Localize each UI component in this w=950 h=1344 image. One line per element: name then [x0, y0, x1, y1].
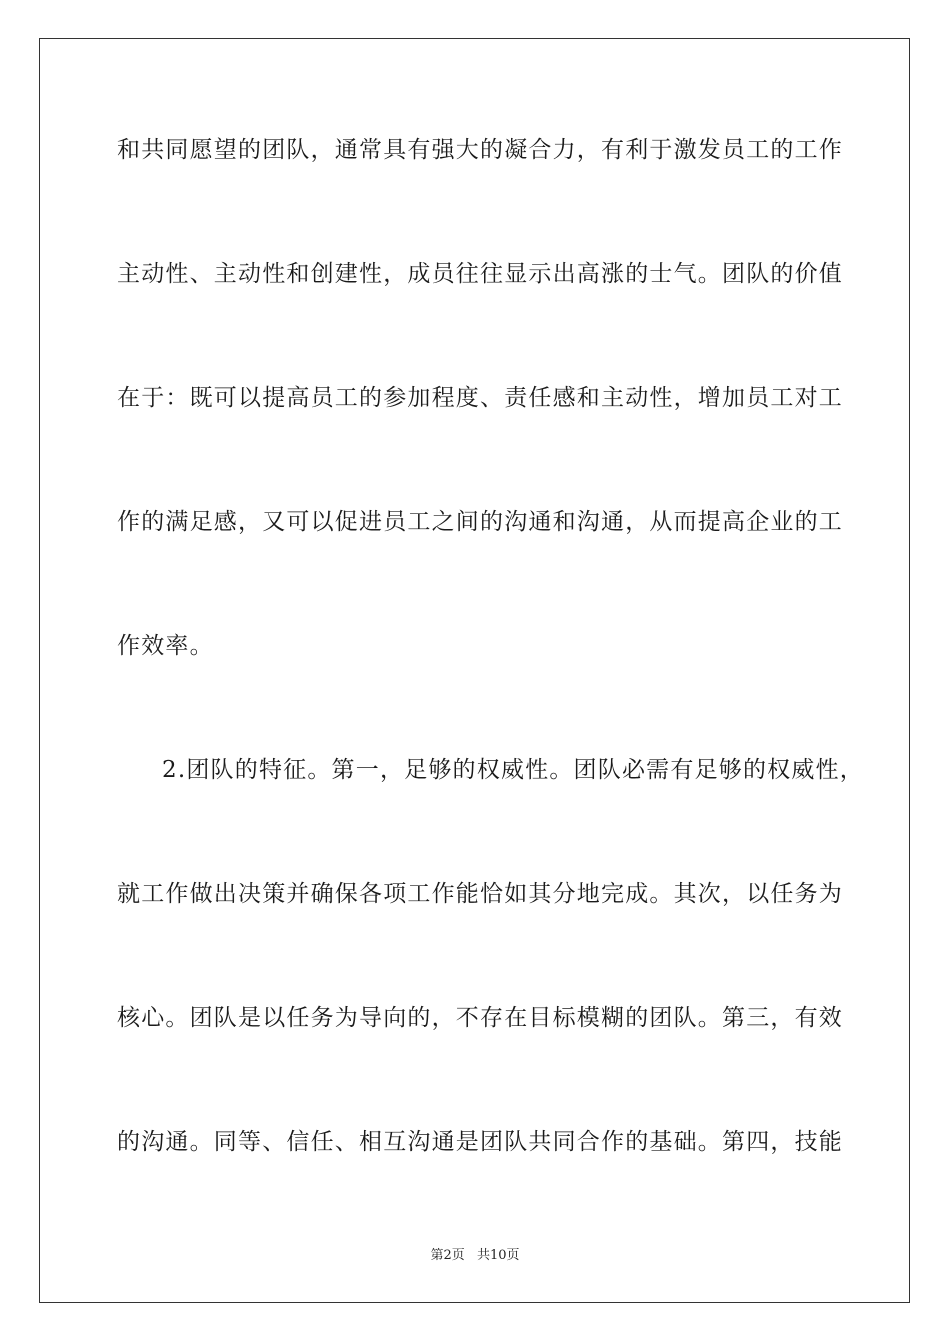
paragraph-line: 主动性、主动性和创建性，成员往往显示出高涨的士气。团队的价值	[117, 261, 843, 287]
paragraph-line: 作的满足感，又可以促进员工之间的沟通和沟通，从而提高企业的工	[117, 509, 843, 535]
paragraph-line: 2.团队的特征。第一，足够的权威性。团队必需有足够的权威性，	[162, 757, 864, 783]
paragraph-line: 在于：既可以提高员工的参加程度、责任感和主动性，增加员工对工	[117, 385, 843, 411]
paragraph-line: 作效率。	[117, 633, 214, 659]
page-number: 第2页	[430, 1248, 465, 1263]
paragraph-line: 就工作做出决策并确保各项工作能恰如其分地完成。其次，以任务为	[117, 881, 843, 907]
paragraph-line: 核心。团队是以任务为导向的，不存在目标模糊的团队。第三，有效	[117, 1005, 843, 1031]
paragraph-line: 的沟通。同等、信任、相互沟通是团队共同合作的基础。第四，技能	[117, 1129, 843, 1155]
page-footer	[0, 1248, 950, 1264]
paragraph-line: 和共同愿望的团队，通常具有强大的凝合力，有利于激发员工的工作	[117, 137, 843, 163]
page-border	[39, 38, 910, 1303]
page-total: 共10页	[476, 1248, 520, 1263]
